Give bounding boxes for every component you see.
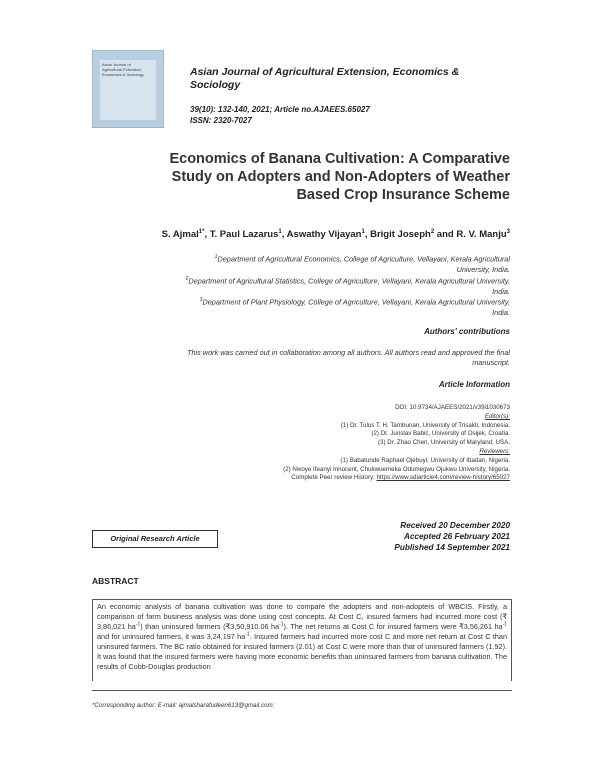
doi: DOI: 10.9734/AJAEES/2021/v39i1030673	[395, 404, 510, 411]
affiliation-text: India.	[492, 307, 510, 317]
author-separator: ,	[204, 229, 210, 241]
abstract-text: ). The net returns at Cost C for insured farmers were ₹3,56,261 ha	[283, 622, 503, 631]
journal-citation: 39(10): 132-140, 2021; Article no.AJAEES.65027	[190, 105, 370, 114]
cover-line: Agricultural Extension,	[102, 67, 142, 72]
affiliation-sup: 1	[214, 254, 218, 260]
author-affiliation-sup: 1*	[198, 229, 205, 235]
author-name: T. Paul Lazarus	[209, 229, 279, 241]
author-name: S. Ajmal	[161, 229, 199, 241]
editor-item: (3) Dr. Zhao Chen, University of Maryland, USA.	[377, 439, 510, 447]
affiliation-text: Department of Plant Physiology, College of Agriculture, Vellayani, Kerala Agricultural University,	[202, 297, 510, 307]
reviewer-item: (1) Babatunde Raphael Ojebuyi, University of Ibadan, Nigeria.	[340, 456, 510, 464]
author-affiliation-sup: 3	[506, 229, 510, 235]
abstract-box	[92, 599, 512, 681]
author-separator: ,	[364, 229, 371, 241]
abstract-sup: -1	[279, 621, 284, 628]
reviewer-item: (2) Nwoye Ifeanyi Innocent, Chukwuemeka Odumegwu Ojukwu University, Nigeria.	[283, 465, 510, 473]
affiliation-text: University, India.	[456, 264, 510, 274]
author-affiliation-sup: 1	[278, 229, 282, 235]
article-type-badge: Original Research Article	[92, 530, 218, 548]
author-separator: and	[434, 229, 457, 241]
abstract-heading: ABSTRACT	[92, 576, 139, 586]
affiliation-text: Department of Agricultural Economics, College of Agriculture, Vellayani, Kerala Agricultural	[217, 254, 510, 264]
article-info-heading: Article Information	[438, 380, 510, 389]
author-list	[60, 226, 510, 241]
publication-dates	[300, 520, 510, 553]
abstract-text: An economic analysis of banana cultivation was done to compare the adopters and non-adopters of WBCIS. Firstly, a comparison of farm business analysis was done using cost concepts. At Cost C, insured farmers had incurred more cost (₹ 3,86,021 ha	[97, 602, 507, 631]
journal-cover-inner	[100, 60, 156, 120]
title-line: Based Crop Insurance Scheme	[296, 187, 510, 203]
abstract-sup: -1	[502, 621, 508, 628]
title-line: Study on Adopters and Non-Adopters of Weather	[171, 169, 510, 185]
affiliation-text: Department of Agricultural Statistics, College of Agriculture, Vellayani, Kerala Agricultural University,	[188, 276, 510, 286]
published-date: Published 14 September 2021	[394, 543, 510, 552]
affiliation-3	[80, 295, 510, 318]
reviewers-label: Reviewers:	[479, 447, 510, 455]
contributions-line: This work was carried out in collaboration among all authors. All authors read and approved the final	[187, 348, 510, 357]
peer-review-label: Complete Peer review History:	[291, 474, 377, 482]
editor-item: (2) Dr. Jurislav Babić, University of Osijek, Croatia.	[371, 430, 510, 438]
journal-name: Asian Journal of Agricultural Extension, Economics & Sociology	[190, 66, 460, 91]
article-info-block	[150, 404, 510, 483]
affiliation-1	[80, 252, 510, 275]
abstract-text: . Insured farmers had incurred more cost C and more net return at Cost C than uninsured farmers. The BC ratio obtained for insured farmers (2.01) at Cost C were more than that of uninsured farmers (1.92). It was found that the insured farmers were having more economic benefits than uninsured farmers from banana cultivation. The results of Cobb-Douglas production	[97, 632, 507, 671]
paper-title	[60, 150, 510, 204]
contributions-line: manuscript.	[472, 358, 510, 367]
peer-review-history	[150, 474, 510, 483]
affiliation-2	[80, 274, 510, 297]
journal-cover-image	[92, 50, 164, 128]
author-affiliation-sup: 2	[430, 229, 435, 235]
author-name: R. V. Manju	[456, 229, 507, 241]
abstract-sup: -1	[245, 631, 250, 638]
affiliation-sup: 2	[185, 276, 189, 282]
editors-label: Editor(s):	[484, 412, 510, 420]
cover-line: Asian Journal of	[102, 62, 131, 67]
abstract-text: and for uninsured farmers, it was 3,24,197 ha	[97, 632, 246, 641]
editor-item: (1) Dr. Tulus T. H. Tambunan, University of Trisakti, Indonesia.	[340, 421, 510, 429]
journal-issn: ISSN: 2320-7027	[190, 116, 252, 125]
footnote-divider	[92, 690, 512, 691]
author-name: Aswathy Vijayan	[286, 229, 362, 241]
abstract-text: ) than uninsured farmers (₹3,50,910.06 ha	[140, 622, 280, 631]
cover-line: Economics & Sociology	[102, 72, 144, 77]
received-date: Received 20 December 2020	[400, 521, 510, 530]
author-separator: ,	[281, 229, 287, 241]
journal-citation-block	[190, 104, 370, 126]
abstract-sup: -1	[135, 621, 141, 628]
contributions-heading: Authors' contributions	[424, 327, 510, 336]
title-line: Economics of Banana Cultivation: A Comparative	[169, 151, 510, 167]
affiliation-text: India.	[492, 286, 510, 296]
contributions-text	[80, 348, 510, 368]
author-name: Brigit Joseph	[370, 229, 431, 241]
author-affiliation-sup: 1	[361, 229, 365, 235]
affiliation-sup: 3	[199, 297, 203, 303]
accepted-date: Accepted 26 February 2021	[403, 532, 510, 541]
peer-review-link[interactable]: https://www.sdiarticle4.com/review-history/65027	[376, 474, 510, 482]
corresponding-author: *Corresponding author: E-mail: ajmalsharafudeen613@gmail.com;	[92, 702, 275, 709]
